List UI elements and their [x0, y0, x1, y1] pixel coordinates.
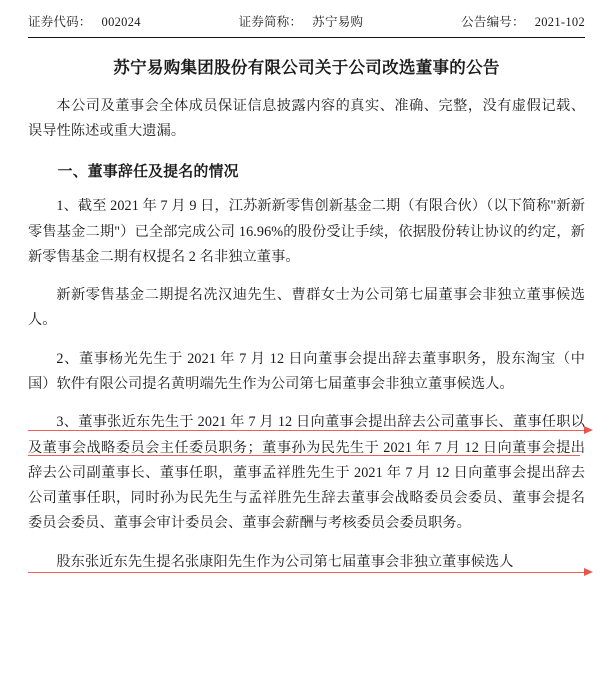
red-underline-2	[28, 455, 580, 456]
paragraph-5: 股东张近东先生提名张康阳先生作为公司第七届董事会非独立董事候选人	[56, 553, 514, 570]
highlighted-paragraph-block	[28, 410, 585, 536]
security-name	[239, 12, 364, 30]
page-title: 苏宁易购集团股份有限公司关于公司改选董事的公告	[113, 58, 500, 77]
red-arrow-1	[584, 426, 593, 434]
document-header	[28, 0, 585, 30]
red-underline-1	[28, 430, 586, 431]
red-underline-3	[28, 572, 586, 573]
disclaimer-paragraph: 本公司及董事会全体成员保证信息披露内容的真实、准确、完整，没有虚假记载、误导性陈述或重大遗漏。	[28, 97, 585, 140]
paragraph-2: 新新零售基金二期提名冼汉迪先生、曹群女士为公司第七届董事会非独立董事候选人。	[28, 287, 585, 329]
section-heading-one: 一、董事辞任及提名的情况	[57, 164, 239, 181]
red-arrow-2	[584, 568, 593, 576]
security-name-label: 证券简称：	[238, 15, 303, 29]
security-code	[28, 12, 141, 30]
paragraph-4: 3、董事张近东先生于 2021 年 7 月 12 日向董事会提出辞去公司董事长、董事任职以及董事会战略委员会主任委员职务；董事孙为民先生于 2021 年 7 月 12 日向董事会提出辞去公司副董事长、董事任职，董事孟祥胜先生于 2021 年 7 月 12 日向董事会提出辞去公司董事任职，同时孙为民先生与孟祥胜先生辞去董事会战略委员会委员、董事会提名委员会委员、董事会审计委员会、董事会薪酬与考核委员会委员职务。	[28, 414, 585, 532]
notice-number-label: 公告编号：	[461, 15, 525, 29]
security-code-label: 证券代码：	[28, 15, 92, 29]
security-name-value: 苏宁易购	[312, 15, 364, 29]
header-divider	[28, 37, 585, 38]
paragraph-3: 2、董事杨光先生于 2021 年 7 月 12 日向董事会提出辞去董事职务，股东淘宝（中国）软件有限公司提名黄明端先生作为公司第七届董事会非独立董事候选人。	[28, 350, 585, 392]
notice-number-value: 2021-102	[534, 15, 585, 29]
notice-number	[461, 12, 585, 30]
highlighted-paragraph-block-2	[28, 550, 585, 575]
paragraph-1: 1、截至 2021 年 7 月 9 日，江苏新新零售创新基金二期（有限合伙）（以下简称"新新零售基金二期"）已全部完成公司 16.96%的股份受让手续，依据股份转让协议的约定，新新零售基金二期有权提名 2 名非独立董事。	[28, 198, 585, 265]
security-code-value: 002024	[101, 15, 141, 29]
